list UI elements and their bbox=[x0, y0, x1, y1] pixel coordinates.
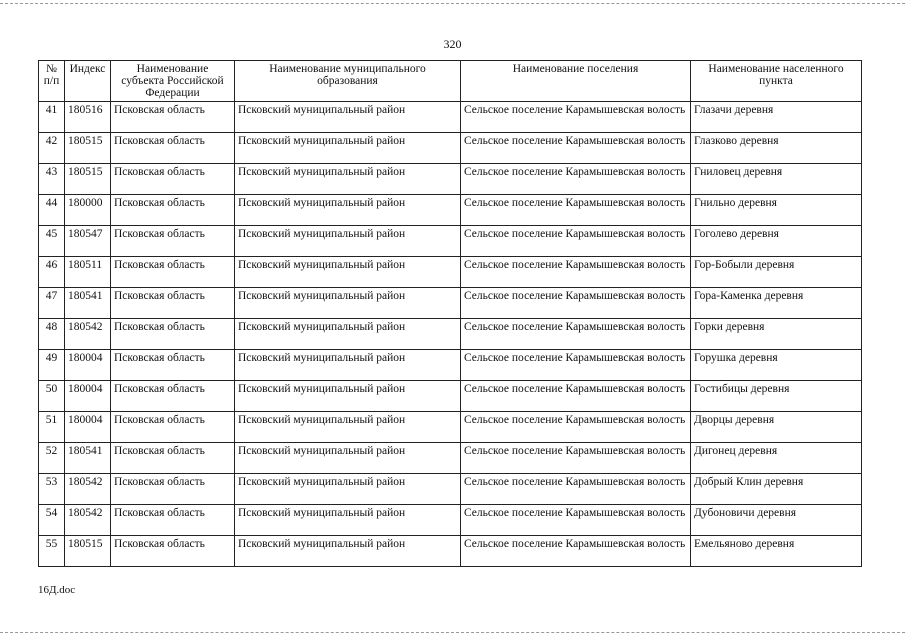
cell-settlement: Сельское поселение Карамышевская волость bbox=[461, 536, 691, 567]
cell-number: 50 bbox=[39, 381, 65, 412]
cell-number: 52 bbox=[39, 443, 65, 474]
cell-municipality: Псковский муниципальный район bbox=[235, 443, 461, 474]
table-row bbox=[39, 226, 862, 257]
page-number: 320 bbox=[443, 37, 462, 51]
cell-locality: Горки деревня bbox=[691, 319, 862, 350]
cell-subject: Псковская область bbox=[111, 536, 235, 567]
table-row bbox=[39, 443, 862, 474]
cell-settlement: Сельское поселение Карамышевская волость bbox=[461, 257, 691, 288]
cell-settlement: Сельское поселение Карамышевская волость bbox=[461, 288, 691, 319]
table-row bbox=[39, 536, 862, 567]
cell-municipality: Псковский муниципальный район bbox=[235, 381, 461, 412]
cell-subject: Псковская область bbox=[111, 474, 235, 505]
table-body bbox=[39, 102, 862, 567]
cell-number: 51 bbox=[39, 412, 65, 443]
table-header-row bbox=[39, 61, 862, 102]
cell-subject: Псковская область bbox=[111, 319, 235, 350]
settlements-table bbox=[38, 60, 862, 567]
cell-locality: Гниловец деревня bbox=[691, 164, 862, 195]
cell-settlement: Сельское поселение Карамышевская волость bbox=[461, 164, 691, 195]
cell-subject: Псковская область bbox=[111, 443, 235, 474]
cell-municipality: Псковский муниципальный район bbox=[235, 195, 461, 226]
table-row bbox=[39, 164, 862, 195]
cell-index: 180541 bbox=[65, 443, 111, 474]
cell-subject: Псковская область bbox=[111, 102, 235, 133]
cell-municipality: Псковский муниципальный район bbox=[235, 474, 461, 505]
cell-settlement: Сельское поселение Карамышевская волость bbox=[461, 319, 691, 350]
cell-index: 180542 bbox=[65, 474, 111, 505]
cell-index: 180004 bbox=[65, 350, 111, 381]
cell-subject: Псковская область bbox=[111, 381, 235, 412]
cell-municipality: Псковский муниципальный район bbox=[235, 536, 461, 567]
cell-subject: Псковская область bbox=[111, 164, 235, 195]
cell-settlement: Сельское поселение Карамышевская волость bbox=[461, 443, 691, 474]
cell-locality: Глазачи деревня bbox=[691, 102, 862, 133]
column-header-settlement: Наименование поселения bbox=[461, 61, 691, 102]
cell-number: 53 bbox=[39, 474, 65, 505]
cell-locality: Емельяново деревня bbox=[691, 536, 862, 567]
cell-subject: Псковская область bbox=[111, 505, 235, 536]
cell-locality: Гостибицы деревня bbox=[691, 381, 862, 412]
cell-locality: Глазково деревня bbox=[691, 133, 862, 164]
cell-subject: Псковская область bbox=[111, 350, 235, 381]
table-row bbox=[39, 288, 862, 319]
cell-settlement: Сельское поселение Карамышевская волость bbox=[461, 350, 691, 381]
footer-filename: 16Д.doc bbox=[38, 584, 76, 596]
cell-index: 180547 bbox=[65, 226, 111, 257]
cell-number: 41 bbox=[39, 102, 65, 133]
cell-municipality: Псковский муниципальный район bbox=[235, 102, 461, 133]
cell-number: 49 bbox=[39, 350, 65, 381]
cell-number: 43 bbox=[39, 164, 65, 195]
cell-index: 180542 bbox=[65, 505, 111, 536]
table-row bbox=[39, 350, 862, 381]
cell-municipality: Псковский муниципальный район bbox=[235, 164, 461, 195]
cell-municipality: Псковский муниципальный район bbox=[235, 319, 461, 350]
cell-index: 180004 bbox=[65, 381, 111, 412]
cell-number: 54 bbox=[39, 505, 65, 536]
cell-number: 47 bbox=[39, 288, 65, 319]
cell-index: 180541 bbox=[65, 288, 111, 319]
cell-number: 48 bbox=[39, 319, 65, 350]
cell-number: 55 bbox=[39, 536, 65, 567]
cell-subject: Псковская область bbox=[111, 412, 235, 443]
cell-subject: Псковская область bbox=[111, 288, 235, 319]
table-row bbox=[39, 412, 862, 443]
cell-locality: Гоголево деревня bbox=[691, 226, 862, 257]
scan-edge-top bbox=[0, 3, 905, 4]
column-header-index: Индекс bbox=[65, 61, 111, 102]
cell-locality: Гора-Каменка деревня bbox=[691, 288, 862, 319]
table-row bbox=[39, 133, 862, 164]
cell-settlement: Сельское поселение Карамышевская волость bbox=[461, 102, 691, 133]
cell-settlement: Сельское поселение Карамышевская волость bbox=[461, 226, 691, 257]
cell-settlement: Сельское поселение Карамышевская волость bbox=[461, 505, 691, 536]
cell-subject: Псковская область bbox=[111, 195, 235, 226]
cell-index: 180000 bbox=[65, 195, 111, 226]
table-row bbox=[39, 381, 862, 412]
cell-index: 180515 bbox=[65, 536, 111, 567]
cell-index: 180511 bbox=[65, 257, 111, 288]
cell-index: 180542 bbox=[65, 319, 111, 350]
column-header-municipality: Наименование муниципального образования bbox=[235, 61, 461, 102]
cell-index: 180515 bbox=[65, 133, 111, 164]
cell-municipality: Псковский муниципальный район bbox=[235, 257, 461, 288]
cell-municipality: Псковский муниципальный район bbox=[235, 133, 461, 164]
table-row bbox=[39, 474, 862, 505]
cell-locality: Дубоновичи деревня bbox=[691, 505, 862, 536]
cell-settlement: Сельское поселение Карамышевская волость bbox=[461, 412, 691, 443]
column-header-number: № п/п bbox=[39, 61, 65, 102]
cell-municipality: Псковский муниципальный район bbox=[235, 412, 461, 443]
cell-municipality: Псковский муниципальный район bbox=[235, 505, 461, 536]
cell-municipality: Псковский муниципальный район bbox=[235, 350, 461, 381]
cell-settlement: Сельское поселение Карамышевская волость bbox=[461, 195, 691, 226]
cell-settlement: Сельское поселение Карамышевская волость bbox=[461, 381, 691, 412]
cell-locality: Дворцы деревня bbox=[691, 412, 862, 443]
cell-locality: Дигонец деревня bbox=[691, 443, 862, 474]
cell-municipality: Псковский муниципальный район bbox=[235, 226, 461, 257]
cell-locality: Горушка деревня bbox=[691, 350, 862, 381]
cell-index: 180516 bbox=[65, 102, 111, 133]
cell-index: 180004 bbox=[65, 412, 111, 443]
cell-number: 44 bbox=[39, 195, 65, 226]
cell-number: 45 bbox=[39, 226, 65, 257]
cell-locality: Добрый Клин деревня bbox=[691, 474, 862, 505]
cell-locality: Гор-Бобыли деревня bbox=[691, 257, 862, 288]
table-row bbox=[39, 319, 862, 350]
cell-municipality: Псковский муниципальный район bbox=[235, 288, 461, 319]
cell-subject: Псковская область bbox=[111, 133, 235, 164]
scan-edge-bottom bbox=[0, 632, 905, 633]
table-row bbox=[39, 257, 862, 288]
cell-subject: Псковская область bbox=[111, 226, 235, 257]
cell-number: 46 bbox=[39, 257, 65, 288]
cell-settlement: Сельское поселение Карамышевская волость bbox=[461, 474, 691, 505]
column-header-locality: Наименование населенного пункта bbox=[691, 61, 862, 102]
cell-locality: Гнильно деревня bbox=[691, 195, 862, 226]
cell-number: 42 bbox=[39, 133, 65, 164]
cell-index: 180515 bbox=[65, 164, 111, 195]
cell-settlement: Сельское поселение Карамышевская волость bbox=[461, 133, 691, 164]
table-row bbox=[39, 102, 862, 133]
table-row bbox=[39, 505, 862, 536]
cell-subject: Псковская область bbox=[111, 257, 235, 288]
column-header-subject: Наименование субъекта Российской Федерации bbox=[111, 61, 235, 102]
table-row bbox=[39, 195, 862, 226]
